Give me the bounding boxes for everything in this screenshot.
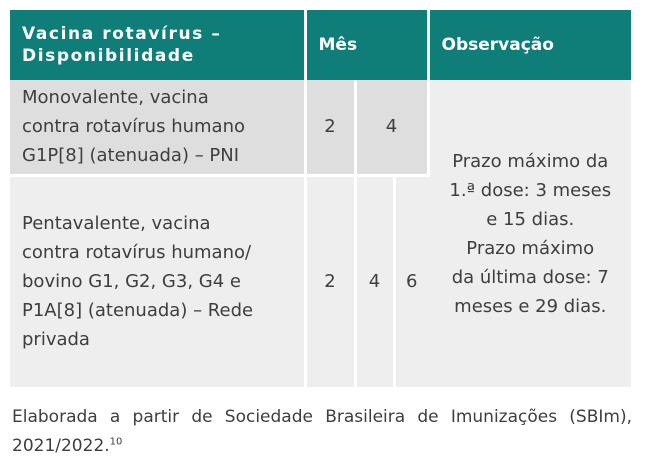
table-header-row [10,10,631,80]
vaccine-name-line: privada [22,329,90,351]
header-vaccine [10,10,305,80]
vaccine-name-line: contra rotavírus humano [22,116,245,138]
vaccine-name-line: G1P[8] (atenuada) – PNI [22,145,240,167]
header-month: Mês [305,10,428,80]
vaccine-name-line: bovino G1, G2, G3, G4 e [22,271,241,293]
table-row [10,80,631,175]
month-cell: 4 [355,80,428,175]
month-cell: 6 [394,175,428,388]
vaccine-name-pentavalent [10,175,305,388]
month-cell: 2 [305,80,355,175]
observation-line: meses e 29 dias. [454,295,607,317]
observation-line: 1.ª dose: 3 meses [449,179,612,201]
vaccine-name-line: Monovalente, vacina [22,87,209,109]
vaccine-name-monovalent [10,80,305,175]
table-caption [12,403,632,461]
header-observation: Observação [428,10,631,80]
month-cell: 2 [305,175,355,388]
caption-text: Elaborada a partir de Sociedade Brasileira de Imunizações (SBIm), 2021/2022. [12,407,632,456]
observation-cell [428,80,631,389]
header-vaccine-line2: Disponibilidade [22,46,195,66]
vaccine-name-line: P1A[8] (atenuada) – Rede [22,300,254,322]
caption-reference: 10 [109,436,123,448]
vaccine-name-line: Pentavalente, vacina [22,213,211,235]
observation-line: e 15 dias. [486,208,575,230]
vaccine-name-line: contra rotavírus humano/ [22,242,252,264]
month-cell: 4 [355,175,394,388]
header-vaccine-line1: Vacina rotavírus – [22,24,222,44]
observation-line: Prazo máximo [466,237,595,259]
observation-line: da última dose: 7 [451,266,609,288]
vaccine-availability-table [10,10,631,390]
observation-line: Prazo máximo da [452,150,609,172]
